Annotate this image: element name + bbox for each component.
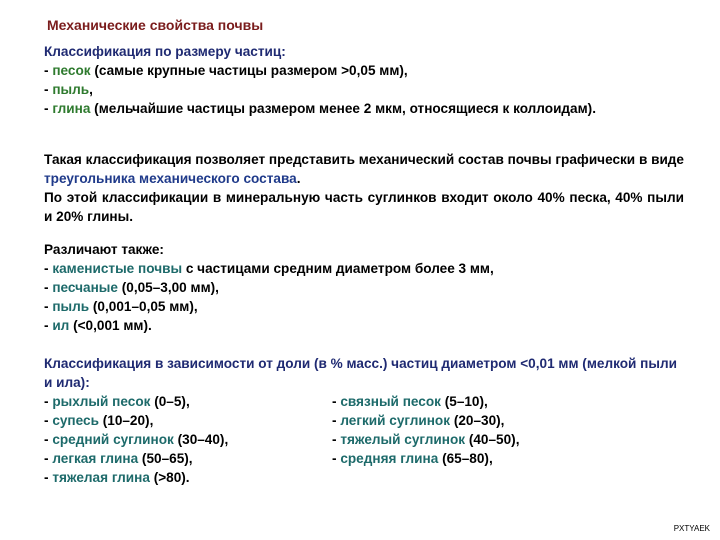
list-item: - пыль (0,001–0,05 мм), bbox=[44, 299, 198, 314]
watermark: PXTYAEK bbox=[673, 524, 710, 533]
paragraph: Такая классификация позволяет представить механический состав почвы графически в виде треугольника механического состава. bbox=[44, 152, 684, 186]
list-item: - тяжелый суглинок (40–50), bbox=[332, 432, 520, 447]
term-clay: глина bbox=[52, 101, 91, 116]
triangle-link[interactable]: треугольника механического состава bbox=[44, 171, 297, 186]
list-item: - ил (<0,001 мм). bbox=[44, 318, 152, 333]
list-item: - каменистые почвы с частицами средним диаметром более 3 мм, bbox=[44, 261, 494, 276]
term-dust: пыль bbox=[52, 82, 90, 97]
section-particle-size bbox=[44, 42, 684, 118]
right-column bbox=[332, 392, 620, 487]
list-item: - легкая глина (50–65), bbox=[44, 451, 193, 466]
list-item: - глина (мельчайшие частицы размером менее 2 мкм, относящиеся к коллоидам). bbox=[44, 101, 596, 116]
two-column-list bbox=[44, 392, 684, 487]
section-classification-note bbox=[44, 150, 684, 226]
section-heading: Различают также: bbox=[44, 242, 164, 257]
section-heading: Классификация по размеру частиц: bbox=[44, 44, 286, 59]
list-item: - песок (самые крупные частицы размером >0,05 мм), bbox=[44, 63, 408, 78]
list-item: - средний суглинок (30–40), bbox=[44, 432, 229, 447]
paragraph: По этой классификации в минеральную часть суглинков входит около 40% песка, 40% пыли и 20% глины. bbox=[44, 190, 684, 224]
section-heading: Классификация в зависимости от доли (в % масс.) частиц диаметром <0,01 мм (мелкой пыли и ила): bbox=[44, 356, 677, 390]
page-title: Механические свойства почвы bbox=[47, 17, 264, 33]
list-item: - рыхлый песок (0–5), bbox=[44, 394, 190, 409]
list-item: - тяжелая глина (>80). bbox=[44, 470, 190, 485]
section-fine-fraction bbox=[44, 354, 684, 487]
list-item: - песчаные (0,05–3,00 мм), bbox=[44, 280, 219, 295]
left-column bbox=[44, 392, 332, 487]
section-also-distinguish bbox=[44, 240, 684, 335]
list-item: - пыль, bbox=[44, 82, 93, 97]
term-sand: песок bbox=[52, 63, 91, 78]
list-item: - средняя глина (65–80), bbox=[332, 451, 493, 466]
list-item: - супесь (10–20), bbox=[44, 413, 154, 428]
list-item: - легкий суглинок (20–30), bbox=[332, 413, 505, 428]
list-item: - связный песок (5–10), bbox=[332, 394, 488, 409]
